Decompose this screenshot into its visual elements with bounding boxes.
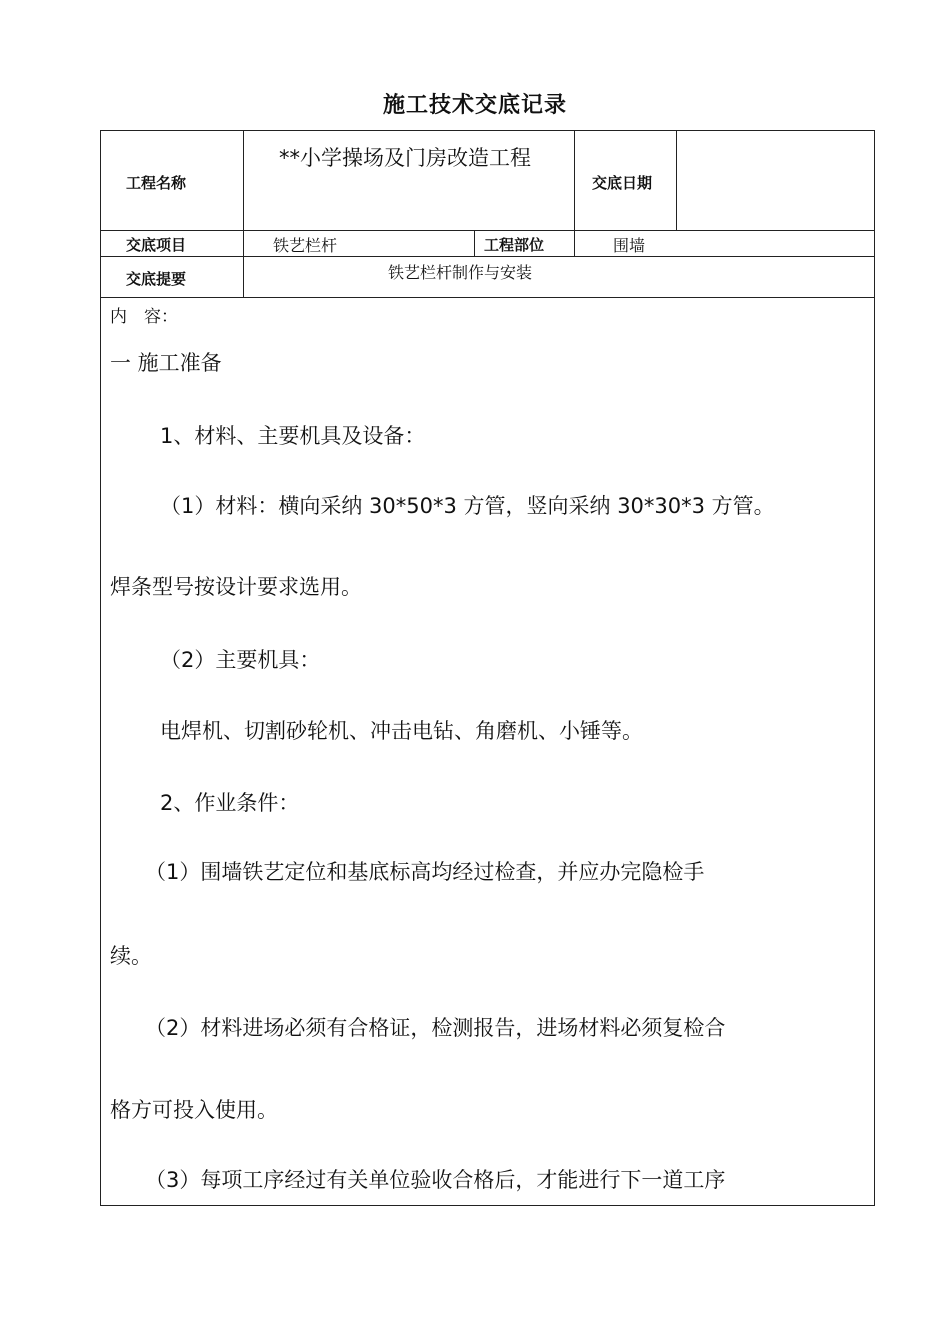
row-divider: [100, 256, 875, 257]
location-label: 工程部位: [484, 236, 545, 254]
summary-value: 铁艺栏杆制作与安装: [388, 263, 533, 282]
summary-label: 交底提要: [126, 270, 187, 288]
date-label: 交底日期: [592, 174, 653, 192]
column-divider: [574, 230, 575, 257]
content-line: （3）每项工序经过有关单位验收合格后，才能进行下一道工序: [145, 1168, 726, 1192]
content-line: 格方可投入使用。: [110, 1098, 278, 1122]
content-line: 焊条型号按设计要求选用。: [110, 575, 362, 599]
column-divider: [243, 130, 244, 298]
item-label: 交底项目: [126, 236, 187, 254]
column-divider: [574, 130, 575, 231]
content-line: （2）主要机具：: [160, 648, 321, 672]
column-divider: [474, 230, 475, 257]
content-line: （2）材料进场必须有合格证，检测报告，进场材料必须复检合: [145, 1016, 726, 1040]
content-line: 电焊机、切割砂轮机、冲击电钻、角磨机、小锤等。: [160, 719, 643, 743]
content-label: 内 容：: [110, 307, 178, 327]
item-value: 铁艺栏杆: [273, 236, 338, 255]
document-title: 施工技术交底记录: [382, 93, 567, 118]
content-line: 续。: [110, 944, 152, 968]
project-name-label: 工程名称: [126, 174, 187, 192]
row-divider: [100, 297, 875, 298]
section-heading: 一 施工准备: [110, 351, 222, 375]
content-line: 1、材料、主要机具及设备：: [160, 424, 426, 448]
row-divider: [100, 230, 875, 231]
location-value: 围墙: [613, 236, 646, 255]
content-line: 2、作业条件：: [160, 791, 300, 815]
content-line: （1）围墙铁艺定位和基底标高均经过检查，并应办完隐检手: [145, 860, 705, 884]
content-line: （1）材料：横向采纳 30*50*3 方管，竖向采纳 30*30*3 方管。: [160, 494, 775, 518]
project-name-value: **小学操场及门房改造工程: [279, 146, 531, 170]
column-divider: [676, 130, 677, 231]
